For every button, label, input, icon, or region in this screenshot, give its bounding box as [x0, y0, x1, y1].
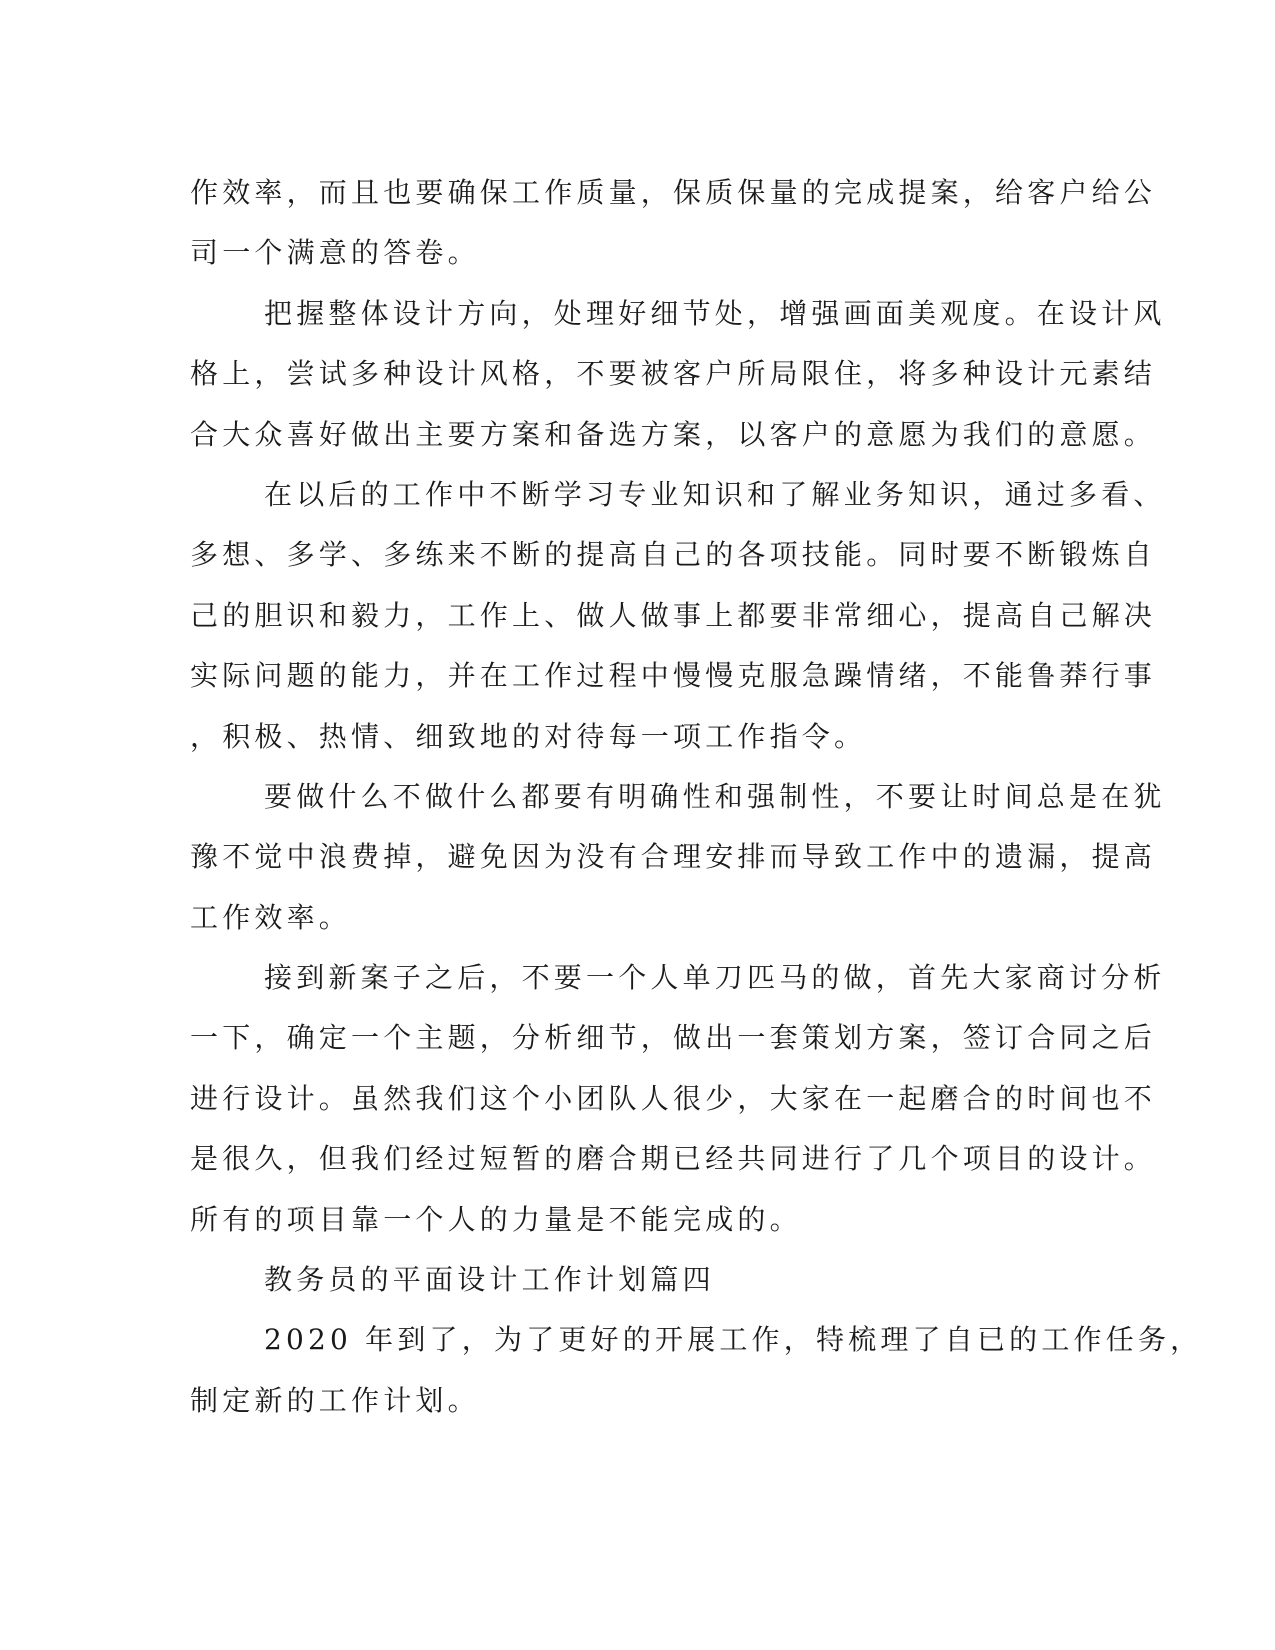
text-line: 是很久，但我们经过短暂的磨合期已经共同进行了几个项目的设计。 [190, 1142, 1157, 1176]
text-line: 进行设计。虽然我们这个小团队人很少，大家在一起磨合的时间也不 [190, 1081, 1157, 1115]
text-line: 多想、多学、多练来不断的提高自己的各项技能。同时要不断锻炼自 [190, 538, 1157, 572]
text-line: ，积极、热情、细致地的对待每一项工作指令。 [190, 719, 867, 753]
text-line: 在以后的工作中不断学习专业知识和了解业务知识，通过多看、 [264, 477, 1166, 511]
text-line: 司一个满意的答卷。 [190, 236, 480, 270]
text-line: 格上，尝试多种设计风格，不要被客户所局限住，将多种设计元素结 [190, 357, 1157, 391]
text-line: 工作效率。 [190, 900, 352, 934]
text-line: 所有的项目靠一个人的力量是不能完成的。 [190, 1202, 802, 1236]
text-line: 接到新案子之后，不要一个人单刀匹马的做，首先大家商讨分析 [264, 961, 1166, 995]
section-heading: 教务员的平面设计工作计划篇四 [264, 1263, 715, 1297]
text-line: 己的胆识和毅力，工作上、做人做事上都要非常细心，提高自己解决 [190, 598, 1157, 632]
text-line: 把握整体设计方向，处理好细节处，增强画面美观度。在设计风 [264, 296, 1166, 330]
text-line: 制定新的工作计划。 [190, 1383, 480, 1417]
text-line: 豫不觉中浪费掉，避免因为没有合理安排而导致工作中的遗漏，提高 [190, 840, 1157, 874]
text-line: 一下，确定一个主题，分析细节，做出一套策划方案，签订合同之后 [190, 1021, 1157, 1055]
text-line: 实际问题的能力，并在工作过程中慢慢克服急躁情绪，不能鲁莽行事 [190, 659, 1157, 693]
document-body [190, 163, 1203, 1431]
text-line: 合大众喜好做出主要方案和备选方案，以客户的意愿为我们的意愿。 [190, 417, 1157, 451]
text-line: 要做什么不做什么都要有明确性和强制性，不要让时间总是在犹 [264, 779, 1166, 813]
text-line: 2020 年到了，为了更好的开展工作，特梳理了自已的工作任务， [264, 1323, 1203, 1357]
text-line: 作效率，而且也要确保工作质量，保质保量的完成提案，给客户给公 [190, 176, 1157, 209]
